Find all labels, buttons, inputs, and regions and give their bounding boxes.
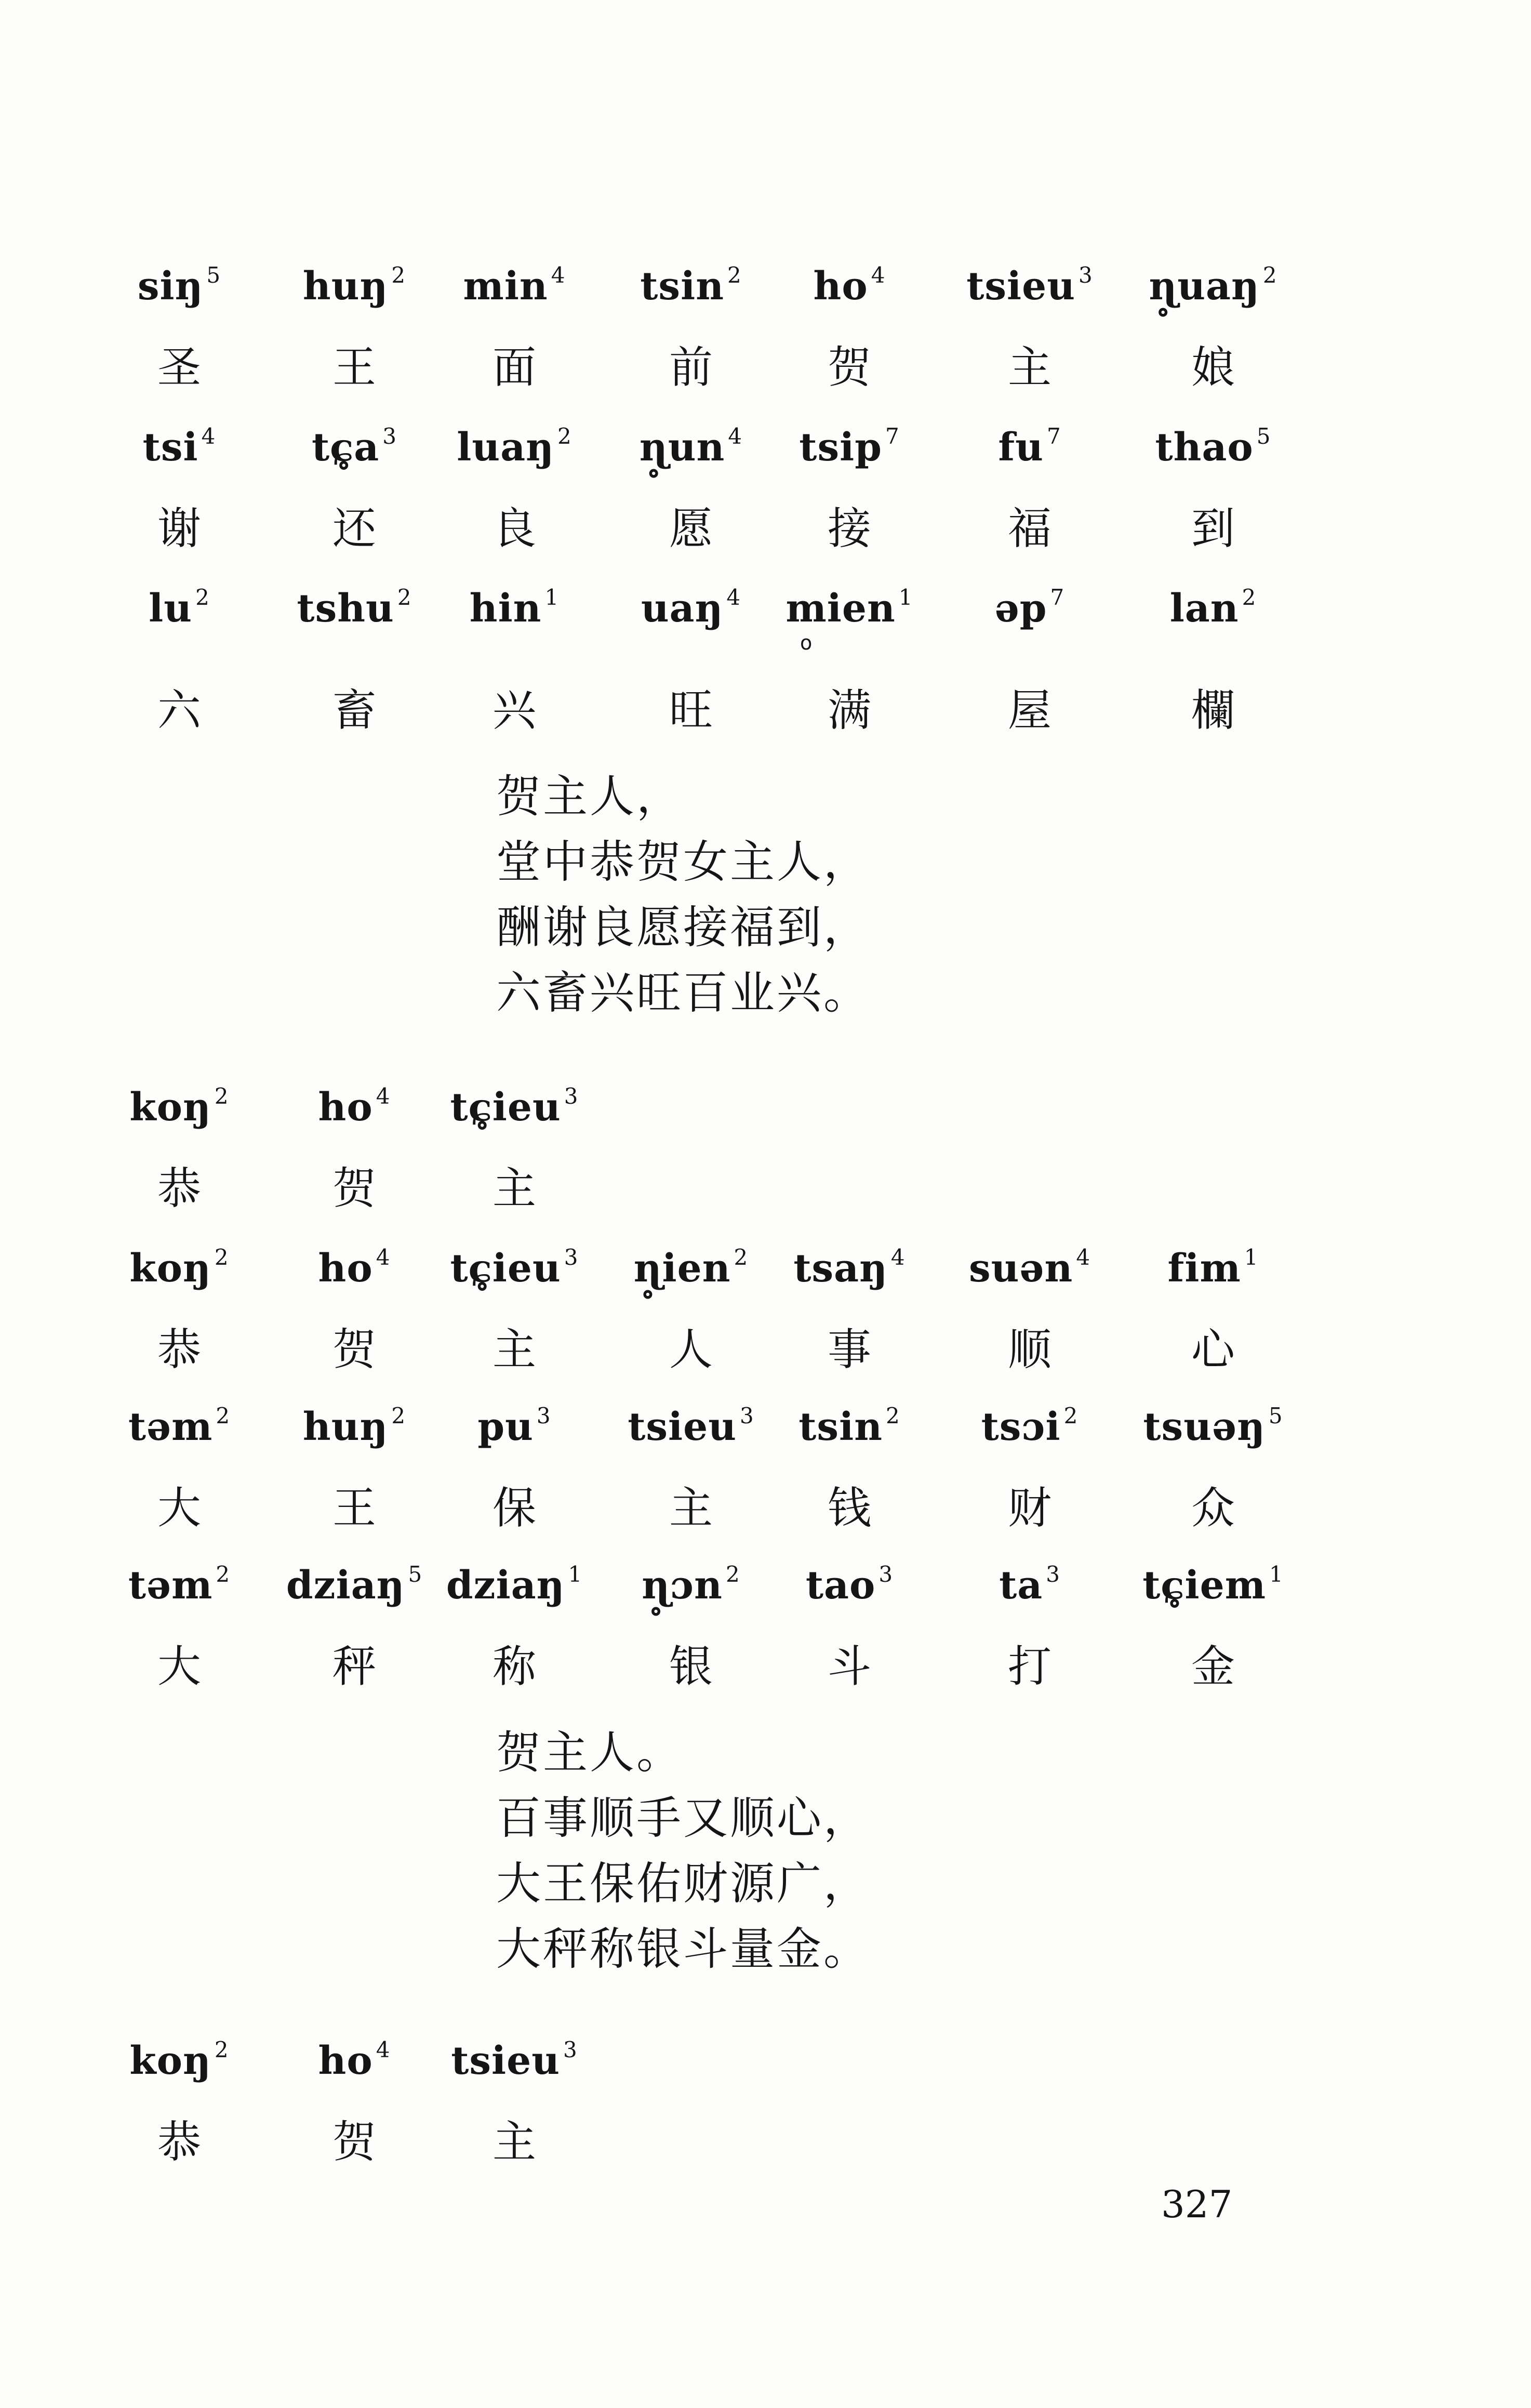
character: 贺 [332, 1324, 376, 1375]
character: 人 [669, 1324, 713, 1375]
character: 接 [827, 503, 871, 554]
syllable: fim $^1$ [1167, 1245, 1259, 1291]
verse-line: 大秤称银斗量金。 [496, 1923, 870, 1975]
syllable: hin $^1$ [469, 585, 560, 631]
syllable: tsi $^4$ [142, 424, 216, 470]
syllable: tsieu $^3$ [451, 2037, 578, 2083]
syllable: tsaŋ $^4$ [793, 1245, 906, 1291]
character: 圣 [157, 342, 201, 393]
character: 贺 [332, 1163, 376, 1214]
character-row [0, 1154, 1531, 1214]
syllable: suən $^4$ [968, 1245, 1091, 1291]
character: 六 [157, 685, 201, 736]
syllable: fu $^7$ [998, 424, 1061, 470]
character: 愿 [669, 503, 713, 554]
syllable: ho $^4$ [318, 2037, 391, 2083]
character-row [0, 1473, 1531, 1533]
character: 满 [827, 685, 871, 736]
syllable: koŋ $^2$ [129, 1083, 229, 1130]
character-row [0, 1632, 1531, 1692]
character: 福 [1007, 503, 1051, 554]
syllable: tɕ̥ieu $^3$ [450, 1245, 579, 1291]
character: 钱 [827, 1483, 871, 1533]
syllable: tɕ̥ieu $^3$ [450, 1083, 579, 1130]
verse-line: 百事顺手又顺心， [496, 1792, 870, 1844]
syllable: lu $^2$ [149, 585, 210, 631]
character: 大 [157, 1641, 201, 1692]
character: 保 [492, 1483, 536, 1533]
syllable: ho $^4$ [813, 262, 886, 309]
character: 事 [827, 1324, 871, 1375]
syllable: tshu $^2$ [297, 585, 412, 631]
character: 谢 [157, 503, 201, 554]
syllable: tsieu $^3$ [628, 1403, 754, 1449]
verse-translation [496, 764, 870, 1026]
character: 屋 [1007, 685, 1051, 736]
character-row [0, 676, 1531, 736]
character: 众 [1191, 1483, 1235, 1533]
syllable: tsieu $^3$ [966, 262, 1093, 309]
character: 打 [1007, 1641, 1051, 1692]
mien-circle-mark: o [800, 631, 813, 654]
syllable: ɳ̥ien $^2$ [633, 1245, 749, 1291]
character: 顺 [1007, 1324, 1051, 1375]
romanization-row [0, 1403, 1531, 1455]
syllable: pu $^3$ [477, 1403, 551, 1449]
syllable: ta $^3$ [999, 1562, 1060, 1608]
character: 欄 [1191, 685, 1235, 736]
syllable: uaŋ $^4$ [641, 585, 741, 631]
character-row [0, 1315, 1531, 1375]
verse-line: 酬谢良愿接福到， [496, 902, 870, 954]
syllable: mien $^1$ [786, 585, 913, 631]
character: 主 [1007, 342, 1051, 393]
romanization-row [0, 424, 1531, 475]
character: 银 [669, 1641, 713, 1692]
character: 到 [1191, 503, 1235, 554]
syllable: huŋ $^2$ [302, 1403, 406, 1449]
verse-line: 贺主人， [496, 771, 683, 823]
character: 秤 [332, 1641, 376, 1692]
character: 称 [492, 1641, 536, 1692]
character-row [0, 2107, 1531, 2167]
romanization-row [0, 1245, 1531, 1296]
romanization-row [0, 2037, 1531, 2089]
syllable: thao $^5$ [1155, 424, 1271, 470]
character: 主 [492, 1324, 536, 1375]
syllable: ɳ̥uaŋ $^2$ [1149, 262, 1277, 309]
syllable: təm $^2$ [128, 1562, 231, 1608]
character: 良 [492, 503, 536, 554]
syllable: tɕ̥iem $^1$ [1142, 1562, 1284, 1608]
character: 斗 [827, 1641, 871, 1692]
syllable: tsin $^2$ [798, 1403, 900, 1449]
character: 前 [669, 342, 713, 393]
character: 恭 [157, 1163, 201, 1214]
syllable: tsɔi $^2$ [981, 1403, 1079, 1449]
syllable: lan $^2$ [1169, 585, 1257, 631]
character: 主 [492, 1163, 536, 1214]
character: 还 [332, 503, 376, 554]
syllable: ho $^4$ [318, 1083, 391, 1130]
verse-line: 六畜兴旺百业兴。 [496, 967, 870, 1019]
syllable: koŋ $^2$ [129, 1245, 229, 1291]
syllable: dziaŋ $^5$ [286, 1562, 423, 1608]
page-number: 327 [1161, 2182, 1233, 2226]
romanization-row [0, 1562, 1531, 1613]
syllable: təm $^2$ [128, 1403, 231, 1449]
character: 财 [1007, 1483, 1051, 1533]
character: 主 [669, 1483, 713, 1533]
syllable: tsin $^2$ [640, 262, 742, 309]
syllable: koŋ $^2$ [129, 2037, 229, 2083]
character: 恭 [157, 1324, 201, 1375]
character: 恭 [157, 2116, 201, 2167]
syllable: ɳ̥ɔn $^2$ [642, 1562, 740, 1608]
syllable: huŋ $^2$ [302, 262, 406, 309]
romanization-row [0, 585, 1531, 637]
syllable: ho $^4$ [318, 1245, 391, 1291]
verse-line: 大王保佑财源广， [496, 1858, 870, 1910]
syllable: min $^4$ [463, 262, 566, 309]
romanization-row [0, 1083, 1531, 1135]
character: 主 [492, 2116, 536, 2167]
character: 金 [1191, 1641, 1235, 1692]
verse-line: 堂中恭贺女主人， [496, 836, 870, 888]
syllable: dziaŋ $^1$ [446, 1562, 583, 1608]
syllable: əp $^7$ [994, 585, 1065, 631]
character: 娘 [1191, 342, 1235, 393]
syllable: tsip $^7$ [799, 424, 900, 470]
character-row [0, 333, 1531, 393]
verse-translation [496, 1720, 870, 1982]
character: 贺 [827, 342, 871, 393]
character-row [0, 494, 1531, 554]
syllable: tsuəŋ $^5$ [1143, 1403, 1283, 1449]
romanization-row [0, 262, 1531, 314]
syllable: siŋ $^5$ [137, 262, 221, 309]
character: 心 [1191, 1324, 1235, 1375]
character: 王 [332, 1483, 376, 1533]
character: 王 [332, 342, 376, 393]
verse-line: 贺主人。 [496, 1727, 683, 1779]
syllable: ɳ̥un $^4$ [639, 424, 743, 470]
syllable: tao $^3$ [805, 1562, 894, 1608]
character: 大 [157, 1483, 201, 1533]
character: 面 [492, 342, 536, 393]
syllable: luaŋ $^2$ [457, 424, 572, 470]
character: 兴 [492, 685, 536, 736]
character: 贺 [332, 2116, 376, 2167]
character: 旺 [669, 685, 713, 736]
character: 畜 [332, 685, 376, 736]
syllable: tɕ̥a $^3$ [312, 424, 397, 470]
